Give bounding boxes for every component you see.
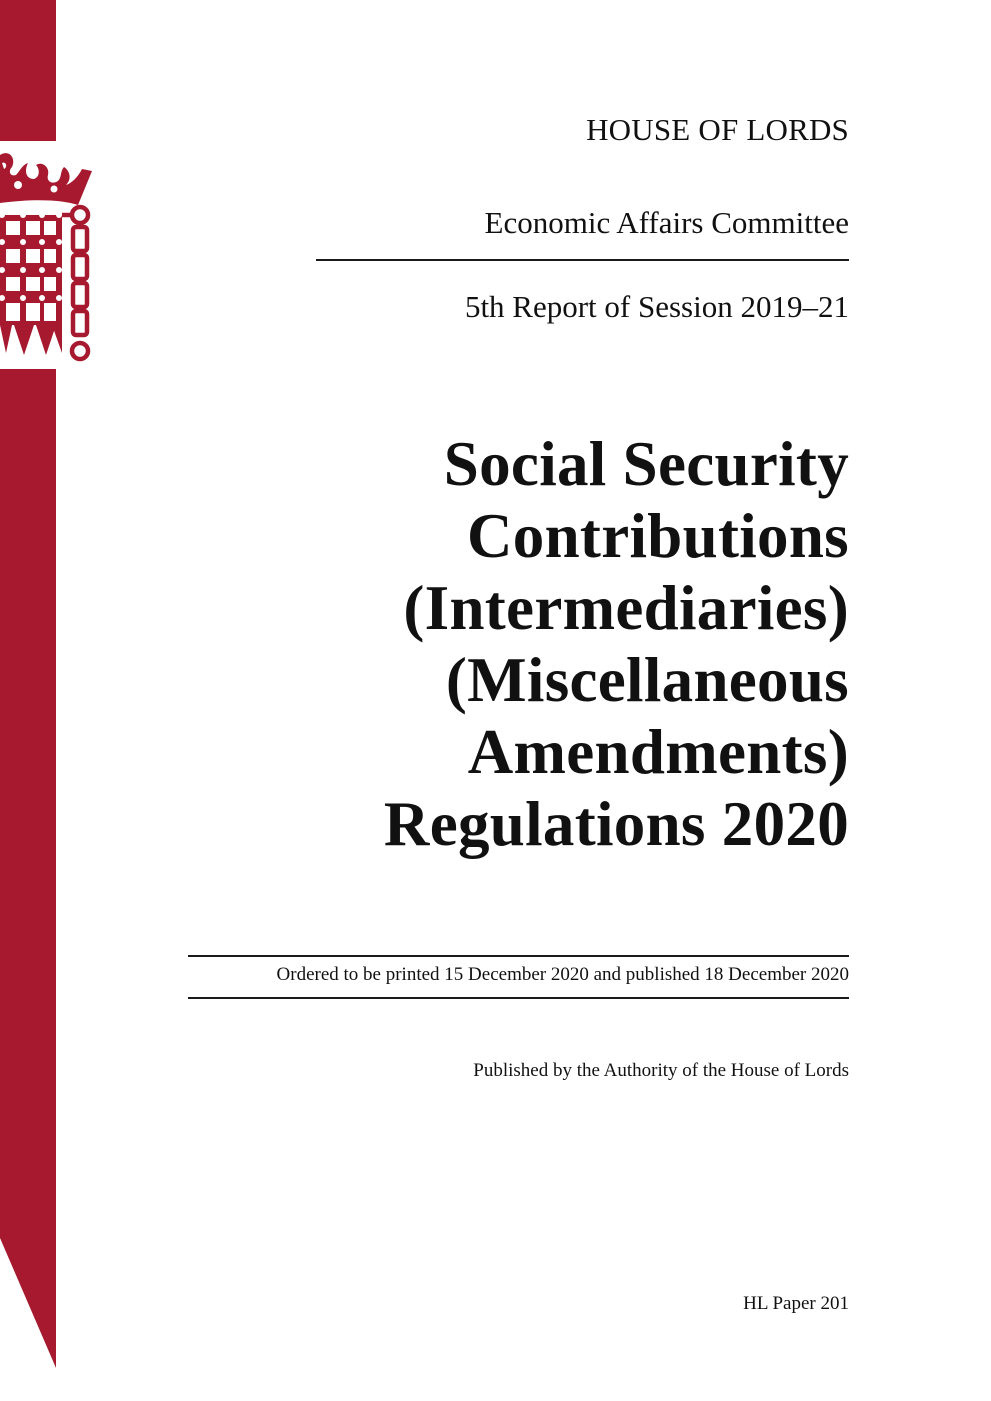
ordered-bottom-divider	[188, 997, 849, 999]
paper-number: HL Paper 201	[743, 1293, 849, 1314]
side-band-bottom	[0, 369, 56, 1369]
portcullis-crown-icon	[0, 141, 100, 369]
session-label: 5th Report of Session 2019–21	[464, 289, 849, 324]
title-line: Contributions	[467, 501, 849, 571]
title-line: Social Security	[443, 429, 849, 499]
title-line: (Intermediaries)	[403, 573, 849, 643]
published-by-text: Published by the Authority of the House of Lords	[473, 1060, 849, 1081]
ordered-printed-text: Ordered to be printed 15 December 2020 and published 18 December 2020	[276, 964, 849, 985]
title-line: (Miscellaneous	[445, 645, 849, 715]
report-title	[384, 428, 849, 860]
ordered-top-divider	[188, 955, 849, 957]
house-name: HOUSE OF LORDS	[586, 112, 849, 147]
committee-name: Economic Affairs Committee	[484, 205, 849, 240]
title-line: Amendments)	[467, 717, 849, 787]
title-line: Regulations 2020	[383, 789, 849, 859]
header-divider	[316, 259, 849, 261]
side-band-top	[0, 0, 56, 141]
